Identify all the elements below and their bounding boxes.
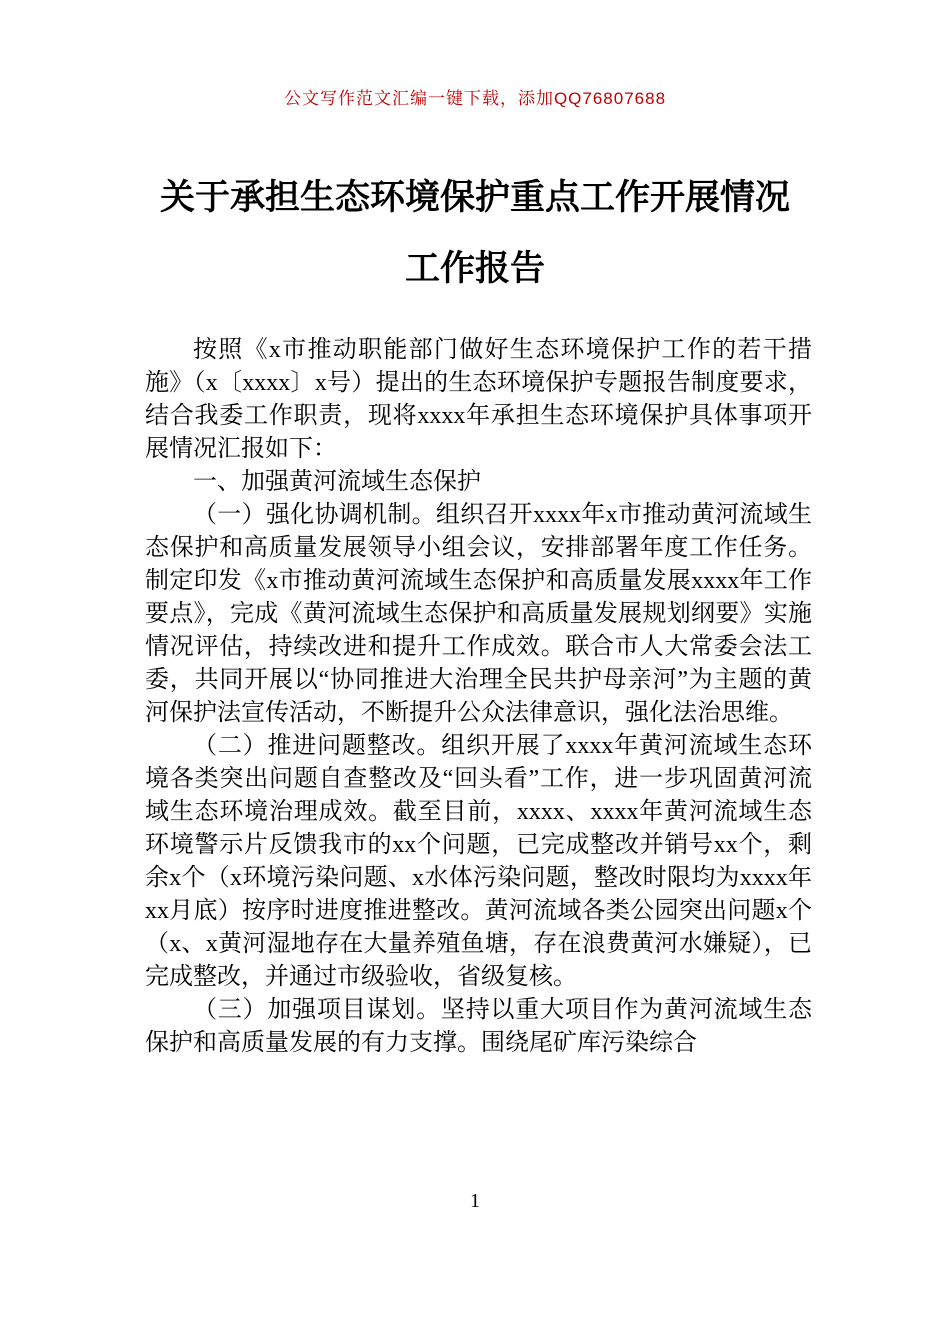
paragraph-item-2: （二）推进问题整改。组织开展了xxxx年黄河流域生态环境各类突出问题自查整改及“回头看”工作，进一步巩固黄河流域生态环境治理成效。截至目前，xxxx、xxxx年黄河流域生态环境警示片反馈我市的xx个问题，已完成整改并销号xx个，剩余x个（x环境污染问题、x水体污染问题，整改时限均为xxxx年xx月底）按序时进度推进整改。黄河流域各类公园突出问题x个（x、x黄河湿地存在大量养殖鱼塘，存在浪费黄河水嫌疑），已完成整改，并通过市级验收，省级复核。 [145,733,812,990]
document-title [75,162,875,304]
promo-banner-text: 公文写作范文汇编一键下载，添加QQ76807688 [283,89,667,108]
paragraph-item-1: （一）强化协调机制。组织召开xxxx年x市推动黄河流域生态保护和高质量发展领导小组会议，安排部署年度工作任务。制定印发《x市推动黄河流域生态保护和高质量发展xxxx年工作要点》，完成《黄河流域生态保护和高质量发展规划纲要》实施情况评估，持续改进和提升工作成效。联合市人大常委会法工委，共同开展以“协同推进大治理全民共护母亲河”为主题的黄河保护法宣传活动，不断提升公众法律意识，强化法治思维。 [145,502,812,726]
paragraph-intro: 按照《x市推动职能部门做好生态环境保护工作的若干措施》（x〔xxxx〕x号）提出的生态环境保护专题报告制度要求，结合我委工作职责，现将xxxx年承担生态环境保护具体事项开展情况汇报如下： [145,337,812,462]
section-heading-1: 一、加强黄河流域生态保护 [193,469,481,495]
page-number: 1 [470,1190,480,1212]
document-title-line-1: 关于承担生态环境保护重点工作开展情况 [159,178,790,217]
document-title-line-2: 工作报告 [404,249,545,288]
document-body [145,334,812,1060]
paragraph-item-3: （三）加强项目谋划。坚持以重大项目作为黄河流域生态保护和高质量发展的有力支撑。围绕尾矿库污染综合 [145,997,812,1056]
